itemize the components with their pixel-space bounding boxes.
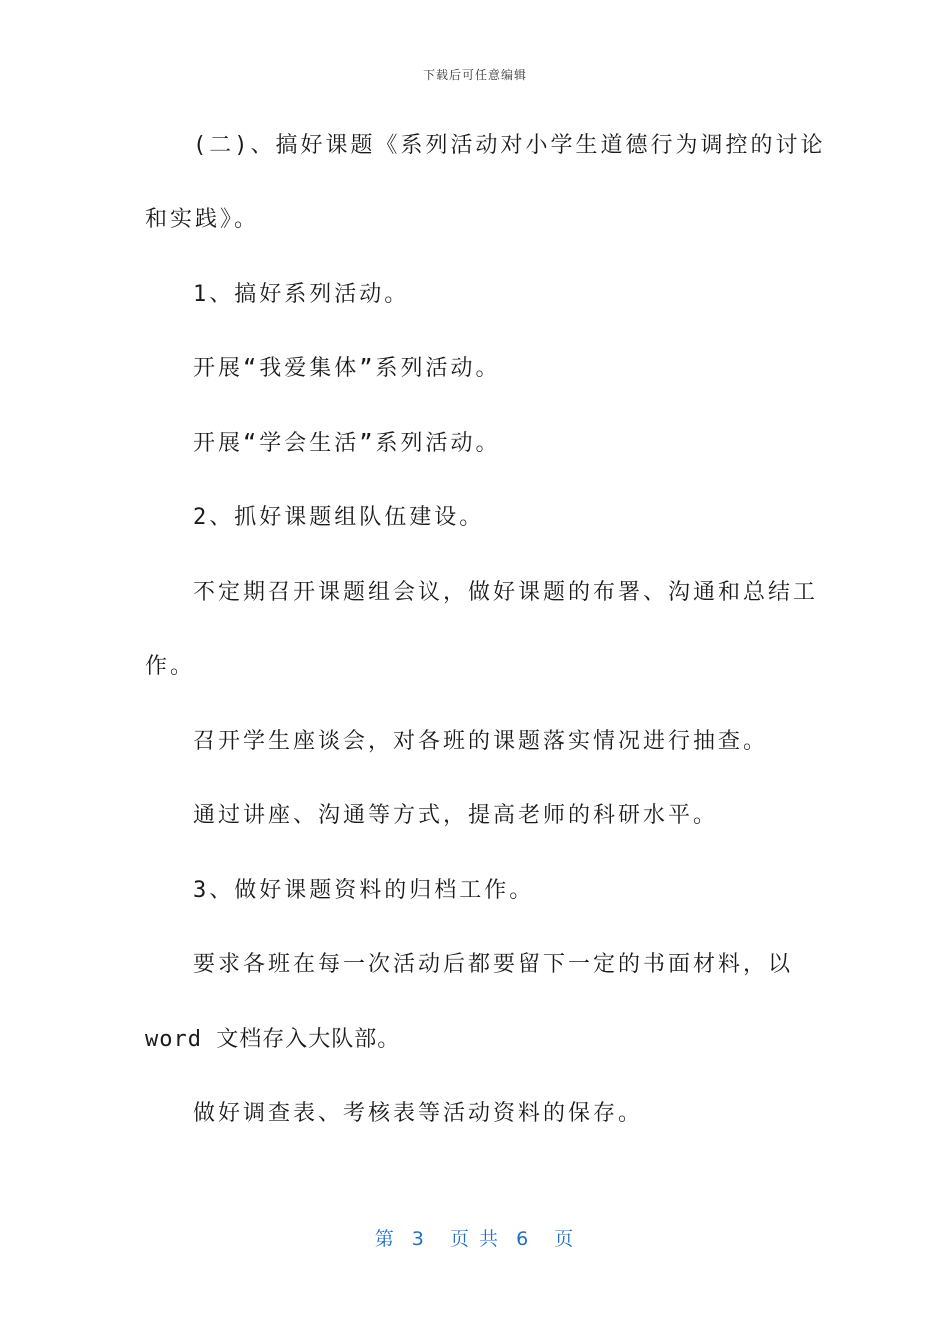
paragraph-line: 通过讲座、沟通等方式，提高老师的科研水平。	[193, 803, 719, 828]
paragraph-line: 1、搞好系列活动。	[193, 282, 410, 307]
paragraph-line: 要求各班在每一次活动后都要留下一定的书面材料，以	[193, 952, 794, 977]
paragraph-line: 开展“学会生活”系列活动。	[193, 431, 501, 456]
page-header: 下载后可任意编辑	[422, 68, 527, 82]
paragraph-line: 不定期召开课题组会议，做好课题的布署、沟通和总结工	[193, 580, 819, 605]
paragraph-line: 召开学生座谈会，对各班的课题落实情况进行抽查。	[193, 729, 769, 754]
paragraph-line: 作。	[145, 654, 196, 679]
paragraph-line: 做好调查表、考核表等活动资料的保存。	[193, 1101, 644, 1126]
paragraph-line: word 文档存入大队部。	[145, 1027, 401, 1052]
paragraph-line: (二)、搞好课题《系列活动对小学生道德行为调控的讨论	[193, 133, 826, 158]
page-number-footer: 第 3 页 共 6 页	[374, 1228, 576, 1250]
paragraph-line: 开展“我爱集体”系列活动。	[193, 356, 501, 381]
paragraph-line: 2、抓好课题组队伍建设。	[193, 505, 485, 530]
paragraph-line: 和实践》。	[145, 207, 260, 232]
paragraph-line: 3、做好课题资料的归档工作。	[193, 878, 535, 903]
